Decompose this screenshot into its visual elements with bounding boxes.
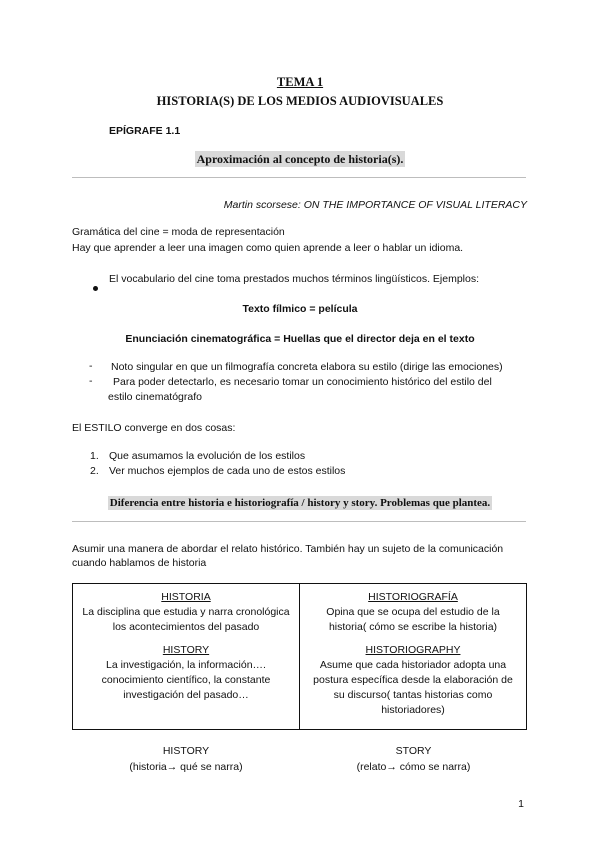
historiography-line-2: postura específica desde la elaboración de	[313, 674, 513, 686]
divider-2	[72, 521, 526, 522]
dash-marker-1: -	[89, 360, 93, 372]
bullet-text: El vocabulario del cine toma prestados muchos términos lingüísticos. Ejemplos:	[109, 273, 480, 285]
para2-line-1: Asumir una manera de abordar el relato histórico. También hay un sujeto de la comunicación	[72, 543, 504, 555]
tema-title: TEMA 1	[276, 75, 324, 89]
historiografia-line-2: historia( cómo se escribe la historia)	[328, 621, 498, 633]
divider-1	[72, 177, 526, 178]
historiografia-block	[308, 590, 518, 635]
document-subtitle: HISTORIA(S) DE LOS MEDIOS AUDIOVISUALES	[156, 94, 444, 108]
historiografia-heading: HISTORIOGRAFÍA	[368, 591, 458, 603]
dash-item-2: Para poder detectarlo, es necesario tomar un conocimiento histórico del estilo del	[113, 376, 492, 388]
historiography-block	[308, 643, 518, 718]
bullet-marker	[93, 278, 98, 296]
table-row	[73, 584, 527, 730]
historiografia-line-1: Opina que se ocupa del estudio de la	[326, 606, 500, 618]
para2-line-2: cuando hablamos de historia	[72, 557, 207, 569]
quote-reference: Martin scorsese: ON THE IMPORTANCE OF VISUAL LITERACY	[223, 199, 527, 211]
dash-item-1: Noto singular en que un filmografía concreta elabora su estilo (dirige las emociones)	[111, 361, 503, 373]
table-cell-left	[73, 584, 300, 730]
dash-item-2-continuation: estilo cinematógrafo	[108, 391, 202, 403]
story-label: STORY	[395, 745, 432, 757]
history-line-1: La investigación, la información….	[106, 659, 266, 671]
history-line-3: investigación del pasado…	[123, 689, 249, 701]
numbered-marker-1: 1.	[90, 450, 99, 462]
history-description: (historia→ qué se narra)	[129, 761, 243, 773]
numbered-item-1: Que asumamos la evolución de los estilos	[109, 450, 306, 462]
comparison-table	[72, 583, 527, 730]
epigrafe-label: EPÍGRAFE 1.1	[109, 125, 181, 137]
historia-line-1: La disciplina que estudia y narra cronológica	[82, 606, 290, 618]
historiography-line-4: historiadores)	[381, 704, 445, 716]
intro-line-2: Hay que aprender a leer una imagen como quien aprende a leer o hablar un idioma.	[72, 242, 464, 254]
dash-marker-2: -	[89, 375, 93, 387]
estilo-intro: El ESTILO converge en dos cosas:	[72, 422, 236, 434]
history-label: HISTORY	[162, 745, 210, 757]
historia-line-2: los acontecimientos del pasado	[112, 621, 260, 633]
section2-title: Diferencia entre historia e historiografía / history y story. Problemas que plantea.	[109, 497, 491, 509]
historia-heading: HISTORIA	[161, 591, 211, 603]
section1-heading	[0, 152, 600, 167]
story-description: (relato→ cómo se narra)	[356, 761, 471, 773]
definition-texto-filmico: Texto fílmico = película	[242, 303, 358, 315]
definition-enunciacion: Enunciación cinematográfica = Huellas que el director deja en el texto	[125, 333, 475, 345]
numbered-item-2: Ver muchos ejemplos de cada uno de estos estilos	[109, 465, 346, 477]
historia-block	[81, 590, 291, 635]
page-number: 1	[518, 798, 524, 810]
historiography-heading: HISTORIOGRAPHY	[365, 644, 461, 656]
historiography-line-3: su discurso( tantas historias como	[333, 689, 493, 701]
table-cell-right	[300, 584, 527, 730]
historiography-line-1: Asume que cada historiador adopta una	[319, 659, 507, 671]
section1-title: Aproximación al concepto de historia(s).	[196, 152, 404, 166]
history-line-2: conocimiento científico, la constante	[101, 674, 271, 686]
intro-line-1: Gramática del cine = moda de representación	[72, 226, 285, 238]
history-heading: HISTORY	[162, 644, 210, 656]
history-block	[81, 643, 291, 703]
numbered-marker-2: 2.	[90, 465, 99, 477]
section2-heading	[0, 497, 600, 509]
